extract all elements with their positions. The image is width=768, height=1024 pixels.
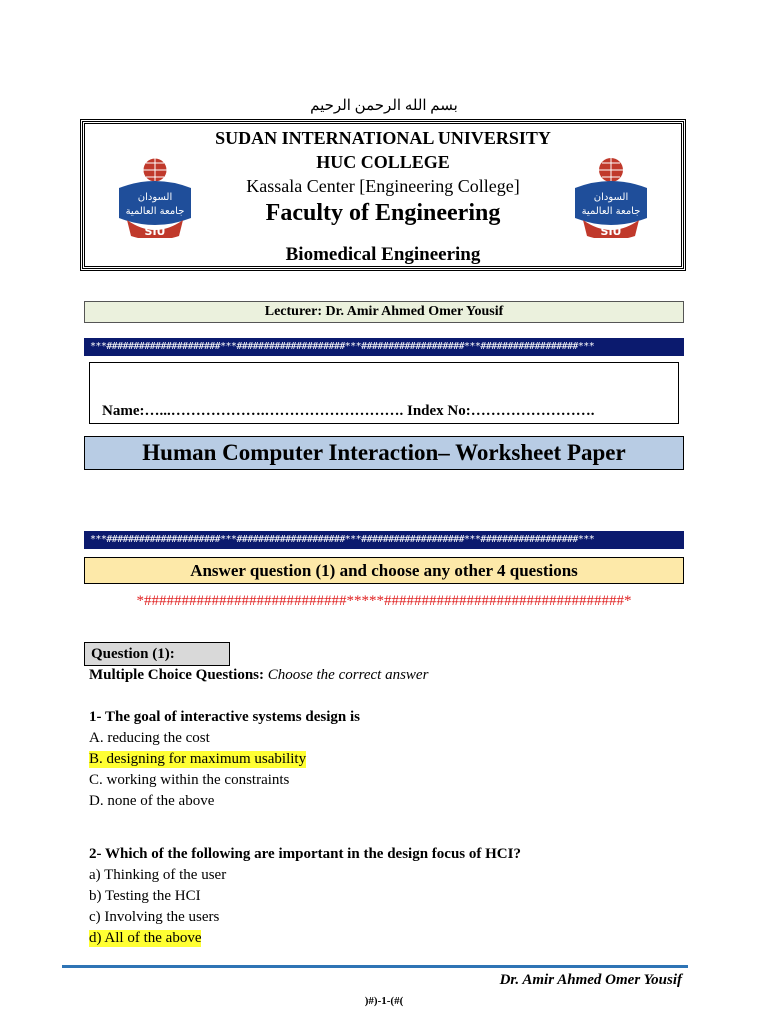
center-name: Kassala Center [Engineering College] bbox=[246, 176, 520, 196]
svg-text:جامعة العالمية: جامعة العالمية bbox=[581, 206, 641, 217]
svg-text:SIU: SIU bbox=[144, 225, 166, 238]
mcq-heading bbox=[89, 667, 428, 684]
svg-text:جامعة العالمية: جامعة العالمية bbox=[125, 206, 185, 217]
siu-logo-left bbox=[109, 154, 201, 238]
question-2-option-c: c) Involving the users bbox=[89, 909, 220, 925]
college-name: HUC COLLEGE bbox=[316, 152, 450, 172]
question-1-option-d: D. none of the above bbox=[89, 793, 215, 809]
mcq-heading-italic: Choose the correct answer bbox=[264, 667, 429, 683]
svg-text:السودان: السودان bbox=[593, 192, 629, 203]
worksheet-title: Human Computer Interaction– Worksheet Paper bbox=[84, 436, 684, 470]
lecturer-name: Lecturer: Dr. Amir Ahmed Omer Yousif bbox=[84, 301, 684, 323]
question-1-option-a: A. reducing the cost bbox=[89, 730, 210, 746]
svg-text:السودان: السودان bbox=[137, 192, 173, 203]
red-divider: *###########################*****################################* bbox=[136, 593, 632, 609]
faculty-name: Faculty of Engineering bbox=[265, 200, 501, 226]
question-2-option-d: d) All of the above bbox=[89, 930, 202, 946]
university-header bbox=[80, 119, 686, 271]
question-1-option-c: C. working within the constraints bbox=[89, 772, 290, 788]
mcq-heading-bold: Multiple Choice Questions: bbox=[89, 667, 264, 683]
question-1-text: 1- The goal of interactive systems design is bbox=[89, 709, 360, 725]
footer-author: Dr. Amir Ahmed Omer Yousif bbox=[499, 972, 682, 988]
svg-text:SIU: SIU bbox=[600, 225, 622, 238]
university-name: SUDAN INTERNATIONAL UNIVERSITY bbox=[215, 128, 551, 148]
footer-rule bbox=[62, 965, 688, 968]
siu-logo-right bbox=[565, 154, 657, 238]
divider-bar-middle: ***#####################***####################***###################***##################*** bbox=[84, 531, 684, 549]
department-name: Biomedical Engineering bbox=[285, 244, 481, 265]
instruction-box: Answer question (1) and choose any other 4 questions bbox=[84, 557, 684, 584]
divider-bar-top: ***#####################***####################***###################***##################*** bbox=[84, 338, 684, 356]
question-2-option-b: b) Testing the HCI bbox=[89, 888, 201, 904]
bismillah-text: بسم الله الرحمن الرحيم bbox=[310, 98, 458, 114]
student-info-box bbox=[89, 362, 679, 424]
question-1-option-b: B. designing for maximum usability bbox=[89, 751, 307, 767]
question-2-option-a: a) Thinking of the user bbox=[89, 867, 227, 883]
question-label: Question (1): bbox=[84, 642, 230, 666]
page-number: )#)-1-(#( bbox=[364, 995, 404, 1007]
question-2-text: 2- Which of the following are important in the design focus of HCI? bbox=[89, 846, 521, 862]
name-index-line: Name:…...……………….………………………. Index No:……………………. bbox=[102, 403, 595, 419]
